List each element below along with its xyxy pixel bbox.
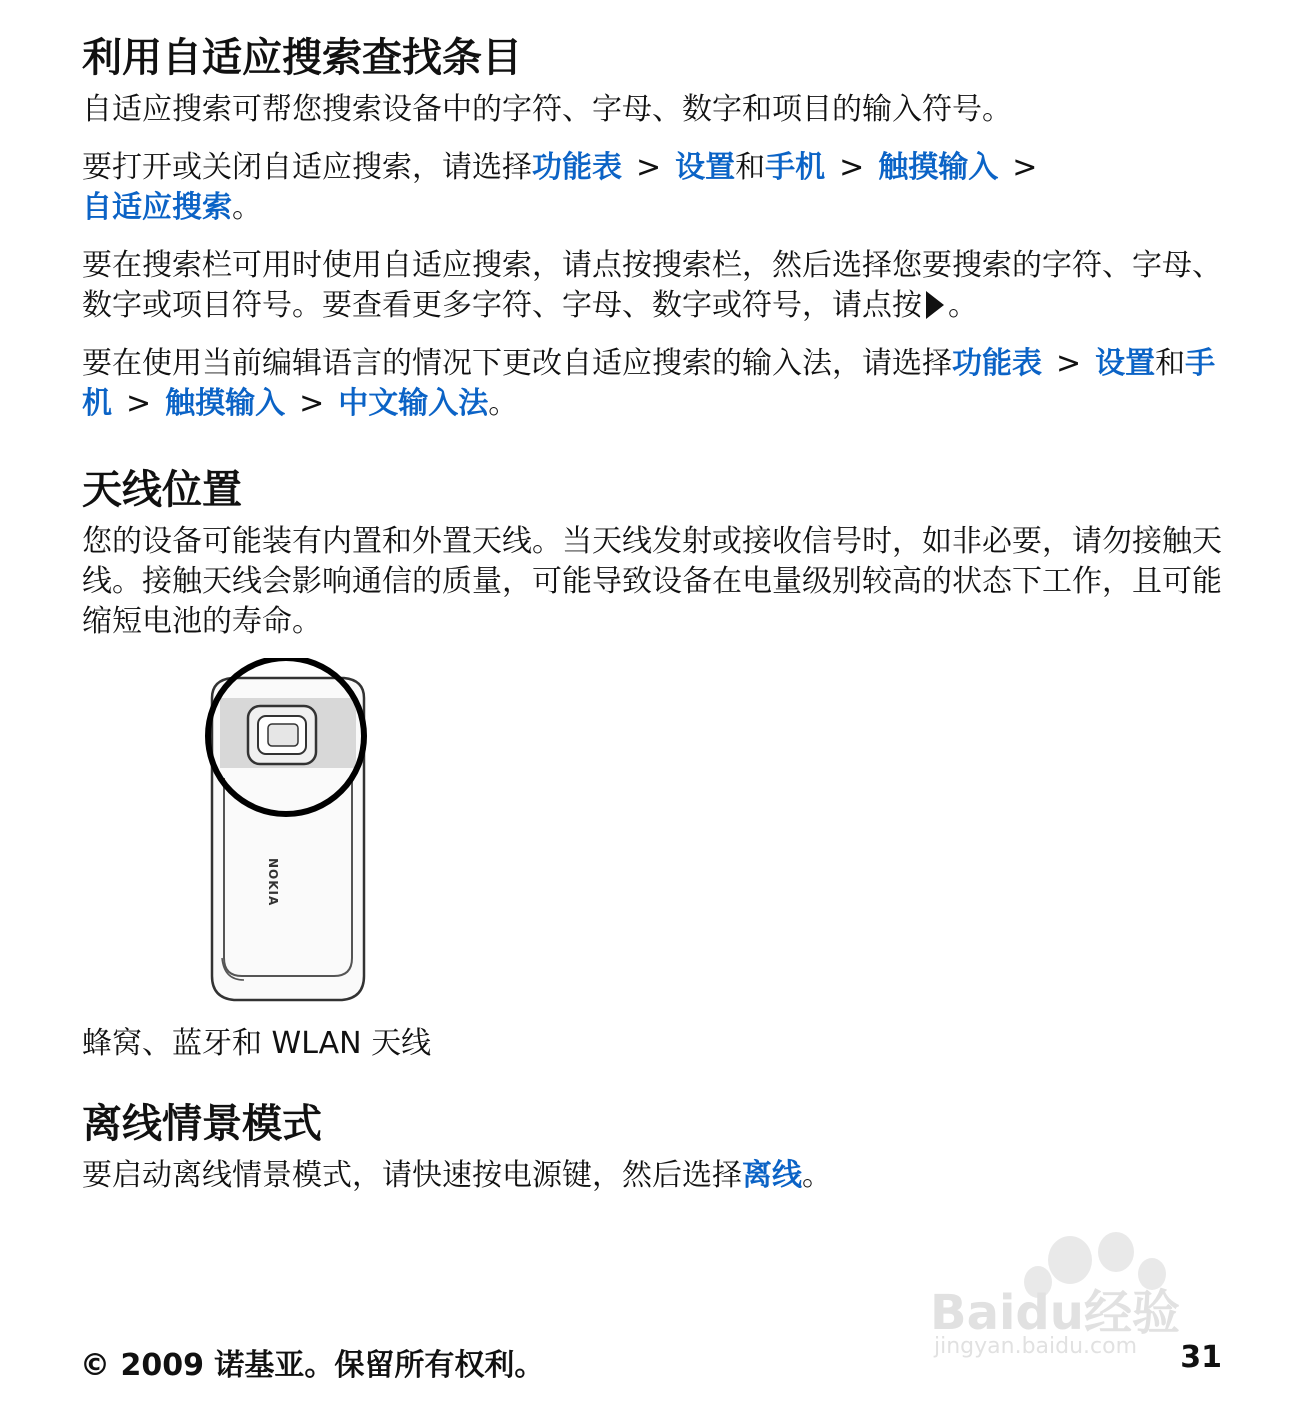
watermark-logo-text: Baidu经验 — [930, 1285, 1180, 1341]
text: 要在使用当前编辑语言的情况下更改自适应搜索的输入法，请选择 — [82, 346, 952, 381]
path-separator: > — [299, 386, 325, 421]
link-touch-input[interactable]: 触摸输入 — [878, 150, 999, 185]
paragraph-antenna: 您的设备可能装有内置和外置天线。当天线发射或接收信号时，如非必要，请勿接触天线。接触天线会影响通信的质量，可能导致设备在电量级别较高的状态下工作，且可能缩短电池的寿命。 — [82, 524, 1222, 639]
document-page — [82, 32, 1232, 1196]
path-separator: > — [839, 150, 865, 185]
paragraph-adaptive-intro: 自适应搜索可帮您搜索设备中的字符、字母、数字和项目的输入符号。 — [82, 92, 1012, 127]
path-separator: > — [1056, 346, 1082, 381]
path-separator: > — [636, 150, 662, 185]
text: 要打开或关闭自适应搜索，请选择 — [82, 150, 532, 185]
path-separator: > — [1012, 150, 1038, 185]
paragraph-adaptive-input-method — [82, 344, 1232, 424]
watermark-url: jingyan.baidu.com — [934, 1334, 1138, 1359]
figure-caption: 蜂窝、蓝牙和 WLAN 天线 — [82, 1026, 432, 1061]
page-footer — [80, 1340, 1222, 1384]
link-chinese-input[interactable]: 中文输入法 — [338, 386, 489, 421]
link-menu[interactable]: 功能表 — [952, 346, 1042, 381]
link-touch-input[interactable]: 触摸输入 — [165, 386, 286, 421]
link-phone[interactable]: 手机 — [82, 346, 1216, 421]
right-arrow-icon — [926, 291, 944, 319]
section-title-adaptive-search: 利用自适应搜索查找条目 — [82, 35, 522, 81]
link-settings[interactable]: 设置 — [675, 150, 736, 185]
paragraph-offline — [82, 1156, 1232, 1196]
text: 。 — [802, 1158, 832, 1193]
text: 要启动离线情景模式，请快速按电源键，然后选择 — [82, 1158, 742, 1193]
text: 要在搜索栏可用时使用自适应搜索，请点按搜索栏，然后选择您要搜索的字符、字母、数字或项目符号。要查看更多字符、字母、数字或符号，请点按 — [82, 248, 1222, 323]
phone-brand-label: NOKIA — [266, 858, 280, 907]
copyright-text: © 2009 诺基亚。保留所有权利。 — [80, 1348, 545, 1383]
link-settings[interactable]: 设置 — [1095, 346, 1156, 381]
phone-illustration-svg — [198, 658, 378, 1008]
text: 。 — [488, 386, 519, 421]
paragraph-adaptive-usage — [82, 246, 1232, 326]
page-number: 31 — [1180, 1340, 1222, 1375]
text: 。 — [948, 288, 978, 323]
link-phone[interactable]: 手机 — [765, 150, 826, 185]
section-title-antenna: 天线位置 — [82, 467, 242, 513]
section-title-offline: 离线情景模式 — [82, 1101, 322, 1147]
link-menu[interactable]: 功能表 — [532, 150, 622, 185]
link-offline[interactable]: 离线 — [742, 1158, 802, 1193]
text: 。 — [232, 190, 262, 225]
phone-antenna-illustration — [198, 658, 378, 1008]
link-adaptive-search[interactable]: 自适应搜索 — [82, 190, 232, 225]
path-separator: > — [126, 386, 152, 421]
paragraph-adaptive-toggle — [82, 148, 1232, 228]
text: 和 — [735, 150, 766, 185]
text: 和 — [1155, 346, 1186, 381]
